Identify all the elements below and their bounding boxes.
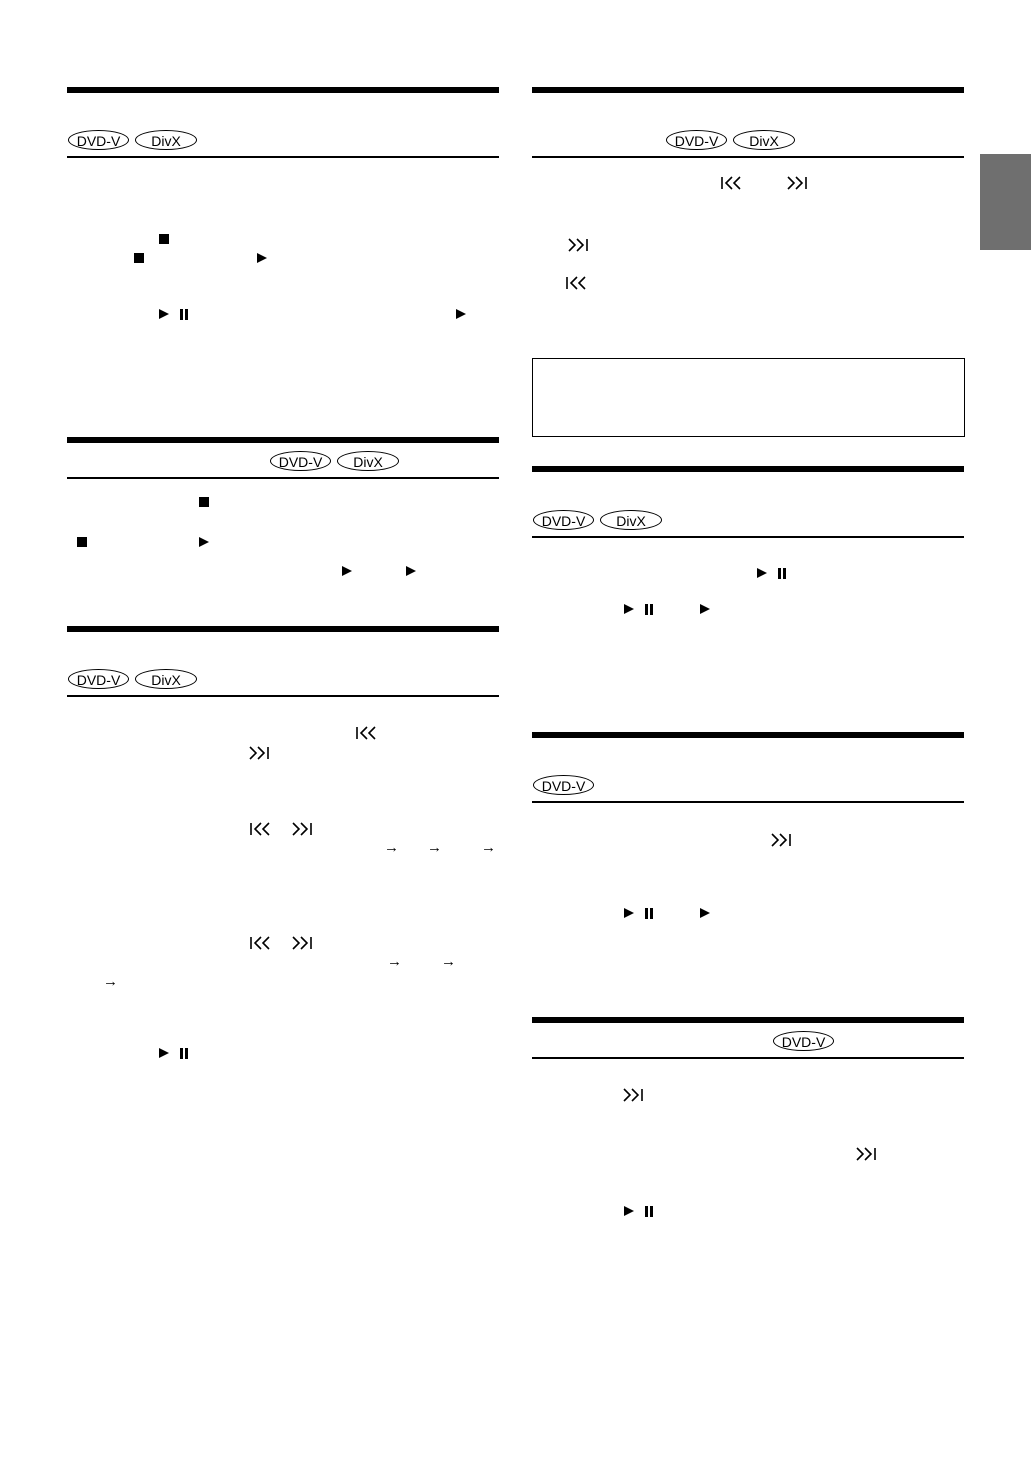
pause-icon [180, 309, 189, 320]
pause-icon [645, 908, 654, 919]
stop-icon [77, 537, 87, 547]
play-icon [199, 537, 209, 547]
skip-forward-icon [784, 176, 808, 190]
section-rule-top [67, 87, 499, 93]
section-rule-top [67, 626, 499, 632]
play-icon [456, 309, 466, 319]
right-arrow-icon: → [384, 839, 399, 856]
section-rule-top [532, 732, 964, 738]
right-arrow-icon: → [441, 953, 456, 970]
dvd-v-badge: DVD-V [773, 1031, 834, 1051]
right-arrow-icon: → [427, 839, 442, 856]
skip-back-icon [249, 822, 273, 836]
stop-icon [159, 234, 169, 244]
section-rule-top [532, 87, 964, 93]
skip-forward-icon [768, 833, 792, 847]
skip-back-icon [720, 176, 744, 190]
play-icon [624, 604, 634, 614]
dvd-v-badge: DVD-V [68, 669, 129, 689]
skip-back-icon [249, 936, 273, 950]
pause-icon [645, 604, 654, 615]
play-icon [342, 566, 352, 576]
section-rule-top [67, 437, 499, 443]
play-icon [757, 568, 767, 578]
chapter-side-tab [980, 154, 1031, 250]
skip-forward-icon [289, 822, 313, 836]
play-icon [700, 908, 710, 918]
note-box [532, 358, 965, 437]
play-icon [624, 1206, 634, 1216]
skip-forward-icon [853, 1147, 877, 1161]
section-rule-bottom [532, 536, 964, 538]
dvd-v-badge: DVD-V [533, 510, 594, 530]
section-rule-top [532, 466, 964, 472]
right-arrow-icon: → [103, 973, 118, 990]
right-arrow-icon: → [387, 953, 402, 970]
skip-forward-icon [246, 746, 270, 760]
dvd-v-badge: DVD-V [270, 451, 331, 471]
play-icon [159, 1048, 169, 1058]
play-icon [159, 309, 169, 319]
section-rule-top [532, 1017, 964, 1023]
skip-forward-icon [565, 238, 589, 252]
divx-badge: DivX [135, 669, 197, 689]
section-rule-bottom [67, 695, 499, 697]
divx-badge: DivX [135, 130, 197, 150]
play-icon [624, 908, 634, 918]
section-rule-bottom [67, 156, 499, 158]
skip-forward-icon [289, 936, 313, 950]
divx-badge: DivX [337, 451, 399, 471]
skip-forward-icon [620, 1088, 644, 1102]
dvd-v-badge: DVD-V [533, 775, 594, 795]
play-icon [406, 566, 416, 576]
play-icon [700, 604, 710, 614]
pause-icon [645, 1206, 654, 1217]
section-rule-bottom [532, 1057, 964, 1059]
section-rule-bottom [67, 477, 499, 479]
right-arrow-icon: → [481, 839, 496, 856]
section-rule-bottom [532, 801, 964, 803]
stop-icon [134, 253, 144, 263]
dvd-v-badge: DVD-V [68, 130, 129, 150]
play-icon [257, 253, 267, 263]
divx-badge: DivX [733, 130, 795, 150]
stop-icon [199, 497, 209, 507]
section-rule-bottom [532, 156, 964, 158]
divx-badge: DivX [600, 510, 662, 530]
skip-back-icon [565, 276, 589, 290]
dvd-v-badge: DVD-V [666, 130, 727, 150]
pause-icon [778, 568, 787, 579]
skip-back-icon [355, 726, 379, 740]
pause-icon [180, 1048, 189, 1059]
